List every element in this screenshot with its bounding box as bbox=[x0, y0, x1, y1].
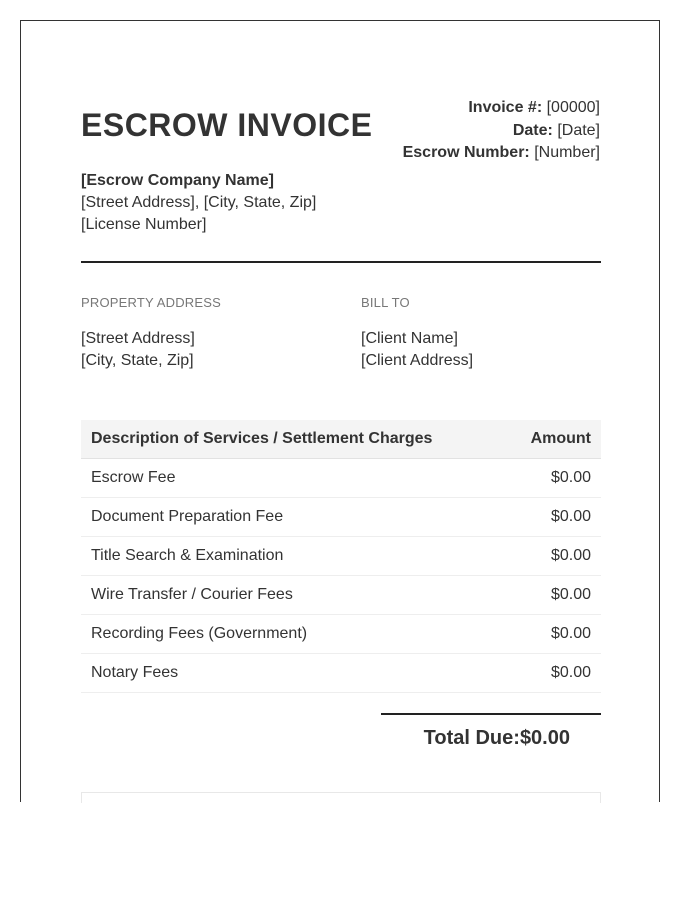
date-line bbox=[403, 120, 600, 143]
charge-amount: $0.00 bbox=[506, 615, 601, 654]
client-name: [Client Name] bbox=[361, 330, 458, 347]
table-row bbox=[81, 498, 601, 537]
charge-description: Notary Fees bbox=[81, 654, 506, 693]
escrow-number-label: Escrow Number: bbox=[402, 144, 530, 161]
charge-amount: $0.00 bbox=[506, 498, 601, 537]
table-row bbox=[81, 654, 601, 693]
charges-table bbox=[81, 420, 601, 693]
company-name: [Escrow Company Name] bbox=[81, 172, 274, 189]
header-divider bbox=[81, 261, 601, 263]
total-due-value: $0.00 bbox=[519, 727, 570, 749]
invoice-title: ESCROW INVOICE bbox=[81, 107, 373, 143]
date-label: Date: bbox=[512, 121, 553, 139]
invoice-page bbox=[20, 20, 660, 802]
total-divider bbox=[381, 713, 601, 715]
property-city: [City, State, Zip] bbox=[81, 352, 194, 369]
column-header-description: Description of Services / Settlement Charges bbox=[81, 420, 506, 459]
table-row bbox=[81, 459, 601, 498]
total-due-label: Total Due: bbox=[423, 727, 520, 749]
charge-description: Recording Fees (Government) bbox=[81, 615, 506, 654]
property-address-block bbox=[81, 295, 341, 372]
table-row bbox=[81, 615, 601, 654]
invoice-meta bbox=[403, 97, 600, 165]
invoice-number-label: Invoice #: bbox=[468, 99, 543, 116]
table-row bbox=[81, 537, 601, 576]
property-address-heading: PROPERTY ADDRESS bbox=[81, 295, 221, 310]
charge-description: Wire Transfer / Courier Fees bbox=[81, 576, 506, 615]
bill-to-block bbox=[361, 295, 621, 372]
property-street: [Street Address] bbox=[81, 330, 195, 347]
charge-description: Escrow Fee bbox=[81, 459, 506, 498]
total-due bbox=[424, 727, 570, 750]
column-header-amount: Amount bbox=[506, 420, 601, 459]
charge-description: Title Search & Examination bbox=[81, 537, 506, 576]
bill-to-heading: BILL TO bbox=[361, 295, 410, 310]
charge-amount: $0.00 bbox=[506, 576, 601, 615]
company-address: [Street Address], [City, State, Zip] bbox=[81, 194, 317, 211]
invoice-number-line bbox=[403, 97, 600, 120]
table-header-row bbox=[81, 420, 601, 459]
company-info bbox=[81, 170, 316, 236]
charge-description: Document Preparation Fee bbox=[81, 498, 506, 537]
escrow-number-value: [Number] bbox=[534, 144, 600, 161]
date-value: [Date] bbox=[557, 121, 600, 139]
invoice-number-value: [00000] bbox=[546, 99, 600, 116]
notes-box bbox=[81, 792, 601, 803]
table-row bbox=[81, 576, 601, 615]
company-license: [License Number] bbox=[81, 216, 207, 233]
escrow-number-line bbox=[403, 142, 600, 165]
charge-amount: $0.00 bbox=[506, 654, 601, 693]
charge-amount: $0.00 bbox=[506, 537, 601, 576]
charge-amount: $0.00 bbox=[506, 459, 601, 498]
client-address: [Client Address] bbox=[361, 352, 474, 369]
